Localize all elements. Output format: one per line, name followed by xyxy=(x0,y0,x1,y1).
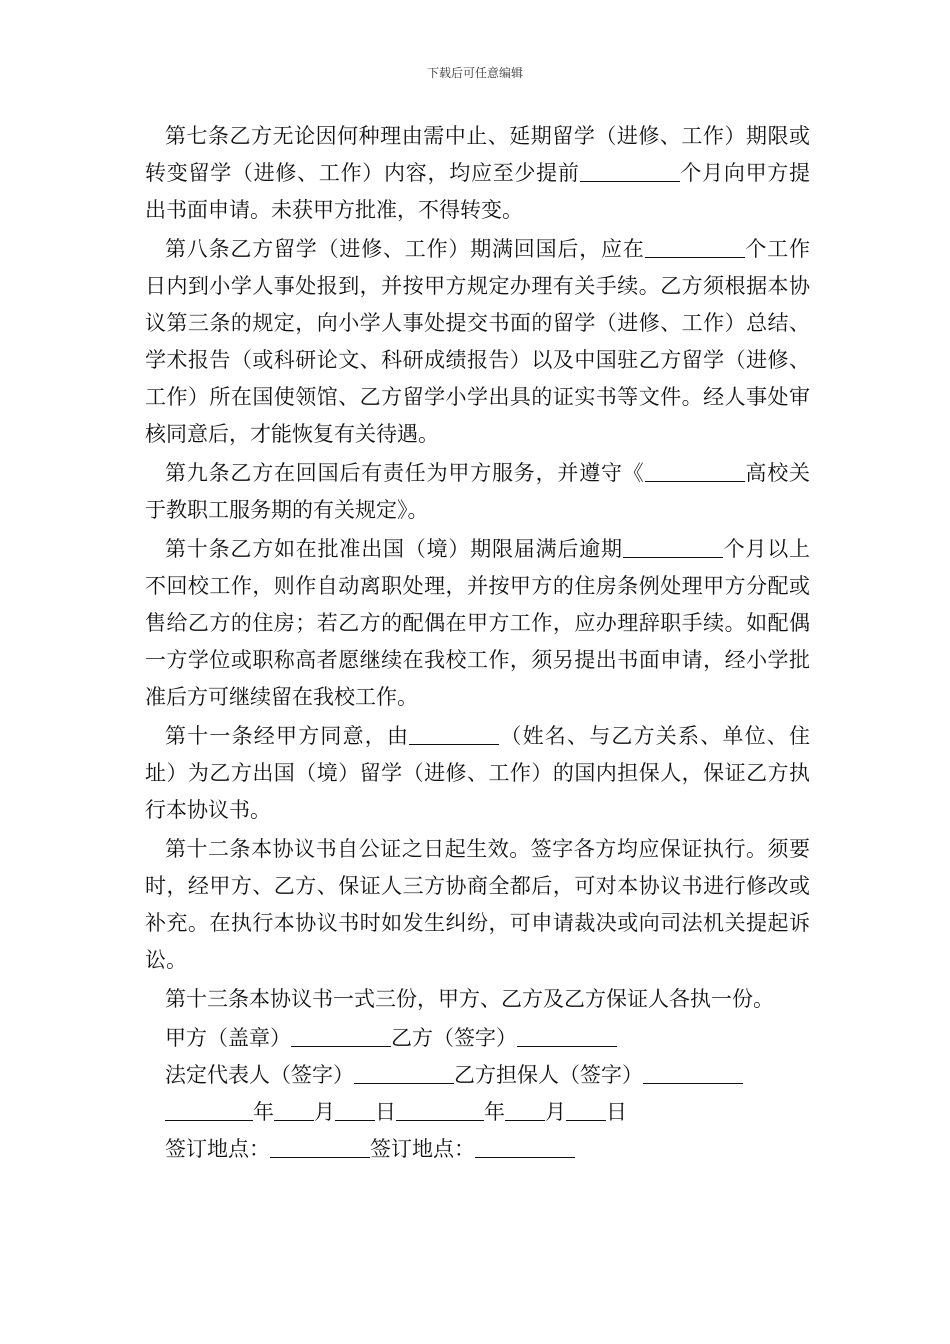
signature-line-dates: 年 月 日 年 月 日 xyxy=(145,1094,810,1131)
month-field[interactable] xyxy=(274,1098,314,1121)
month-field[interactable] xyxy=(505,1098,545,1121)
blank-field[interactable] xyxy=(623,535,723,558)
article-9: 第九条乙方在回国后有责任为甲方服务，并遵守《 高校关于教职工服务期的有关规定》。 xyxy=(145,461,811,522)
article-8: 第八条乙方留学（进修、工作）期满回国后，应在 个工作日内到小学人事处报到，并按甲方规定办理有关手续。乙方须根据本协议第三条的规定，向小学人事处提交书面的留学（进修、工作）总结、学术报告（或科研论文、科研成绩报告）以及中国驻乙方留学（进修、工作）所在国使领馆、乙方留学小学出具的证实书等文件。经人事处审核同意后，才能恢复有关待遇。 xyxy=(145,237,811,446)
article-11: 第十一条经甲方同意，由 （姓名、与乙方关系、单位、住址）为乙方出国（境）留学（进修、工作）的国内担保人，保证乙方执行本协议书。 xyxy=(145,724,811,822)
year-field[interactable] xyxy=(165,1098,253,1121)
article-13: 第十三条本协议书一式三份，甲方、乙方及乙方保证人各执一份。 xyxy=(165,987,774,1011)
day-field[interactable] xyxy=(566,1098,606,1121)
signature-line-places: 签订地点： 签订地点： xyxy=(145,1131,810,1168)
page-header-note: 下载后可任意编辑 xyxy=(426,66,523,80)
article-10: 第十条乙方如在批准出国（境）期限届满后逾期 个月以上不回校工作，则作自动离职处理，并按甲方的住房条例处理甲方分配或售给乙方的住房；若乙方的配偶在甲方工作，应办理辞职手续。如配偶一方学位或职称高者愿继续在我校工作，须另提出书面申请，经小学批准后方可继续留在我校工作。 xyxy=(145,537,811,709)
party-a-seal-field[interactable] xyxy=(291,1024,391,1047)
place-field[interactable] xyxy=(475,1135,575,1158)
signature-line-parties: 甲方（盖章） 乙方（签字） xyxy=(145,1020,810,1057)
blank-field[interactable] xyxy=(645,235,745,258)
blank-field[interactable] xyxy=(645,459,745,482)
article-12: 第十二条本协议书自公证之日起生效。签字各方均应保证执行。须要时，经甲方、乙方、保证人三方协商全都后，可对本协议书进行修改或补充。在执行本协议书时如发生纠纷，可申请裁决或向司法机关提起诉讼。 xyxy=(145,837,811,972)
blank-field[interactable] xyxy=(409,722,499,745)
legal-rep-signature-field[interactable] xyxy=(354,1061,454,1084)
article-7: 第七条乙方无论因何种理由需中止、延期留学（进修、工作）期限或转变留学（进修、工作）内容，均应至少提前 个月向甲方提出书面申请。未获甲方批准，不得转变。 xyxy=(145,124,811,222)
day-field[interactable] xyxy=(335,1098,375,1121)
signature-line-representatives: 法定代表人（签字） 乙方担保人（签字） xyxy=(145,1057,810,1094)
party-b-signature-field[interactable] xyxy=(517,1024,617,1047)
year-field[interactable] xyxy=(396,1098,484,1121)
agreement-body xyxy=(145,118,810,1168)
guarantor-signature-field[interactable] xyxy=(643,1061,743,1084)
place-field[interactable] xyxy=(270,1135,370,1158)
blank-field[interactable] xyxy=(580,159,680,182)
